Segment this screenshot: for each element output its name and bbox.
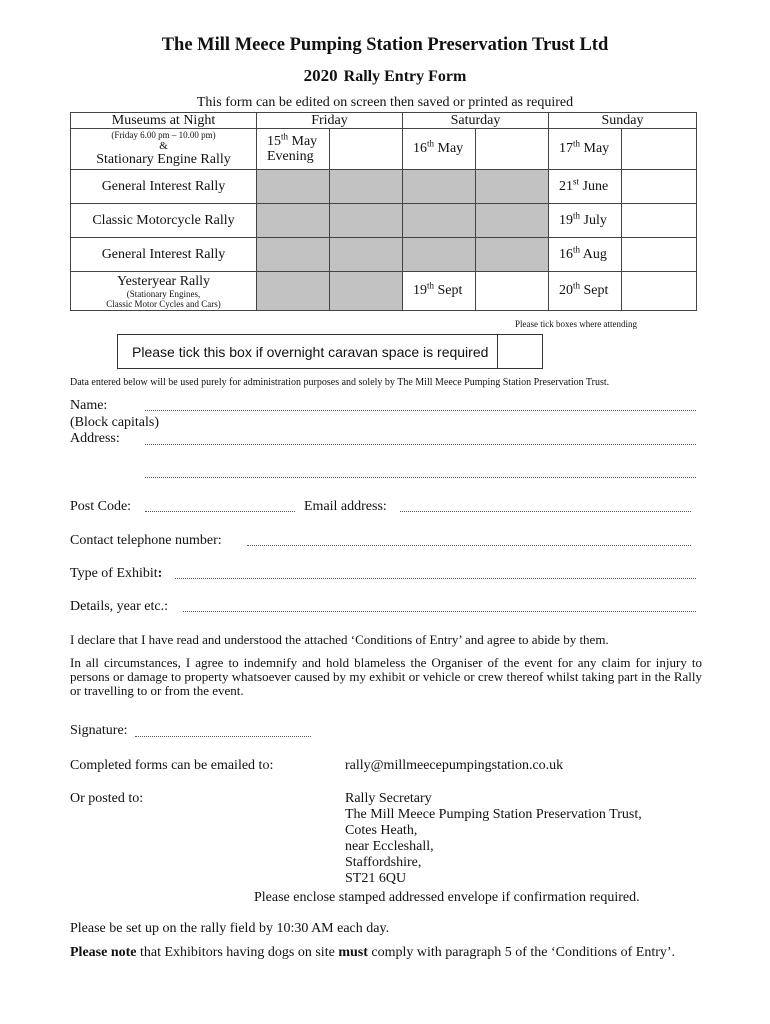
sunday-tick-box[interactable] (622, 238, 697, 272)
sunday-tick-box[interactable] (622, 272, 697, 311)
date-day: 20 (559, 283, 573, 298)
form-name: Rally Entry Form (343, 68, 467, 85)
date-suffix: th (573, 138, 581, 149)
date-day: 16 (559, 246, 573, 262)
date-month: Sept (434, 283, 463, 298)
table-row (71, 170, 697, 204)
postal-address (345, 791, 642, 887)
shaded-cell (476, 238, 549, 272)
details-label: Details, year etc.: (70, 599, 168, 614)
address-field-1[interactable] (145, 444, 696, 445)
date-day: 16 (413, 141, 427, 156)
date-day: 19 (559, 212, 573, 228)
exhibit-label-text: Type of Exhibit (70, 566, 158, 581)
tick-boxes-note: Please tick boxes where attending (515, 319, 637, 329)
sunday-tick-box[interactable] (622, 129, 697, 170)
date-month: June (579, 178, 609, 194)
indemnity-text: In all circumstances, I agree to indemnify and hold blameless the Organiser of the event for any claim for injury to persons or damage to property whatsoever caused by my exhibit or vehicle or crew thereof whilst taking part in the Rally or travelling to or from the event. (70, 655, 702, 698)
sunday-date-box[interactable] (549, 170, 622, 204)
address-line: Cotes Heath, (345, 823, 418, 838)
caravan-tick-box[interactable] (498, 334, 543, 369)
details-field[interactable] (183, 611, 696, 612)
telephone-field[interactable] (247, 545, 691, 546)
table-row (71, 272, 697, 311)
shaded-cell (330, 204, 403, 238)
signature-field[interactable] (135, 736, 311, 737)
event-name: Classic Motorcycle Rally (71, 204, 257, 238)
date-suffix: th (427, 138, 435, 149)
rally-schedule-table (70, 112, 697, 311)
table-row (71, 204, 697, 238)
date-month: May (434, 141, 464, 156)
date-month: May (580, 141, 610, 156)
address-line: Rally Secretary (345, 791, 432, 806)
email-field[interactable] (400, 511, 691, 512)
saturday-tick-box[interactable] (476, 129, 549, 170)
dogs-note-must: must (338, 945, 368, 960)
museums-line2: Stationary Engine Rally (96, 152, 231, 167)
date-suffix: st (573, 175, 580, 186)
address-line: ST21 6QU (345, 871, 407, 886)
sunday-tick-box[interactable] (622, 170, 697, 204)
sunday-tick-box[interactable] (622, 204, 697, 238)
friday-tick-box[interactable] (330, 129, 403, 170)
table-header-row (71, 113, 697, 129)
emailed-label: Completed forms can be emailed to: (70, 758, 274, 773)
date-month: July (580, 212, 607, 228)
signature-label: Signature: (70, 723, 128, 738)
setup-note: Please be set up on the rally field by 10:30 AM each day. (70, 921, 390, 936)
friday-evening: Evening (267, 149, 314, 164)
date-day: 15 (267, 134, 281, 149)
date-day: 21 (559, 178, 573, 194)
sunday-header: Sunday (549, 113, 697, 129)
date-day: 19 (413, 283, 427, 298)
name-field[interactable] (145, 410, 696, 411)
date-suffix: th (573, 209, 581, 220)
shaded-cell (403, 238, 476, 272)
museums-event-cell (71, 129, 257, 170)
date-suffix: th (427, 280, 435, 291)
post-code-field[interactable] (145, 511, 295, 512)
shaded-cell (257, 272, 330, 311)
friday-date-box[interactable] (257, 129, 330, 170)
posted-label: Or posted to: (70, 791, 144, 806)
rally-email-address[interactable]: rally@millmeecepumpingstation.co.uk (345, 758, 564, 773)
shaded-cell (476, 204, 549, 238)
shaded-cell (330, 170, 403, 204)
date-suffix: th (573, 280, 581, 291)
table-row (71, 129, 697, 170)
event-name: Yesteryear Rally (116, 273, 211, 289)
date-suffix: th (281, 131, 289, 142)
sunday-date-box[interactable] (549, 204, 622, 238)
museums-header: Museums at Night (71, 113, 257, 129)
date-month: Aug (580, 246, 607, 262)
yesteryear-note-1: (Stationary Engines, (126, 288, 201, 299)
data-protection-note: Data entered below will be used purely for administration purposes and solely by The Mill Meece Pumping Station Preservation Trust. (70, 377, 610, 388)
dogs-note-text: that Exhibitors having dogs on site (136, 945, 339, 960)
shaded-cell (257, 204, 330, 238)
telephone-label: Contact telephone number: (70, 533, 222, 548)
saturday-tick-box[interactable] (476, 272, 549, 311)
form-year: 2020 (303, 66, 338, 85)
dogs-note-text-2: comply with paragraph 5 of the ‘Conditions of Entry’. (367, 945, 676, 960)
yesteryear-event-cell (71, 272, 257, 311)
exhibit-colon: : (157, 566, 163, 581)
name-label: Name: (70, 398, 108, 413)
email-label: Email address: (304, 499, 387, 514)
museums-time-note: (Friday 6.00 pm – 10.00 pm) (111, 130, 216, 140)
block-capitals-label: (Block capitals) (70, 415, 160, 430)
event-name: General Interest Rally (71, 170, 257, 204)
date-month: Sept (580, 283, 609, 298)
address-line: near Eccleshall, (345, 839, 434, 854)
post-code-label: Post Code: (70, 499, 132, 514)
address-field-2[interactable] (145, 477, 696, 478)
edit-note: This form can be edited on screen then saved or printed as required (196, 95, 574, 110)
shaded-cell (257, 238, 330, 272)
shaded-cell (330, 238, 403, 272)
dogs-note (70, 945, 702, 961)
date-suffix: th (573, 243, 581, 254)
address-line: Staffordshire, (345, 855, 422, 870)
event-name: General Interest Rally (71, 238, 257, 272)
sae-note: Please enclose stamped addressed envelope if confirmation required. (254, 890, 640, 905)
saturday-date-box[interactable] (403, 129, 476, 170)
shaded-cell (476, 170, 549, 204)
shaded-cell (403, 204, 476, 238)
declaration-text: I declare that I have read and understood the attached ‘Conditions of Entry’ and agree to abide by them. (70, 632, 609, 647)
shaded-cell (257, 170, 330, 204)
sunday-date-box[interactable] (549, 272, 622, 311)
caravan-label: Please tick this box if overnight caravan space is required (132, 344, 489, 360)
caravan-label-box (117, 334, 498, 369)
friday-header: Friday (257, 113, 403, 129)
museums-amp: & (159, 140, 168, 152)
exhibit-field[interactable] (175, 578, 696, 579)
address-label: Address: (70, 431, 120, 446)
form-title: The Mill Meece Pumping Station Preservation Trust Ltd (161, 35, 609, 55)
form-subtitle (0, 66, 770, 86)
sunday-date-box[interactable] (549, 238, 622, 272)
dogs-note-bold: Please note (70, 945, 137, 960)
saturday-header: Saturday (403, 113, 549, 129)
address-line: The Mill Meece Pumping Station Preservation Trust, (345, 807, 642, 822)
saturday-date-box[interactable] (403, 272, 476, 311)
shaded-cell (403, 170, 476, 204)
yesteryear-note-2: Classic Motor Cycles and Cars) (106, 298, 221, 309)
date-month: May (288, 134, 318, 149)
table-row (71, 238, 697, 272)
sunday-date-box[interactable] (549, 129, 622, 170)
exhibit-label (70, 566, 162, 582)
date-day: 17 (559, 141, 573, 156)
shaded-cell (330, 272, 403, 311)
